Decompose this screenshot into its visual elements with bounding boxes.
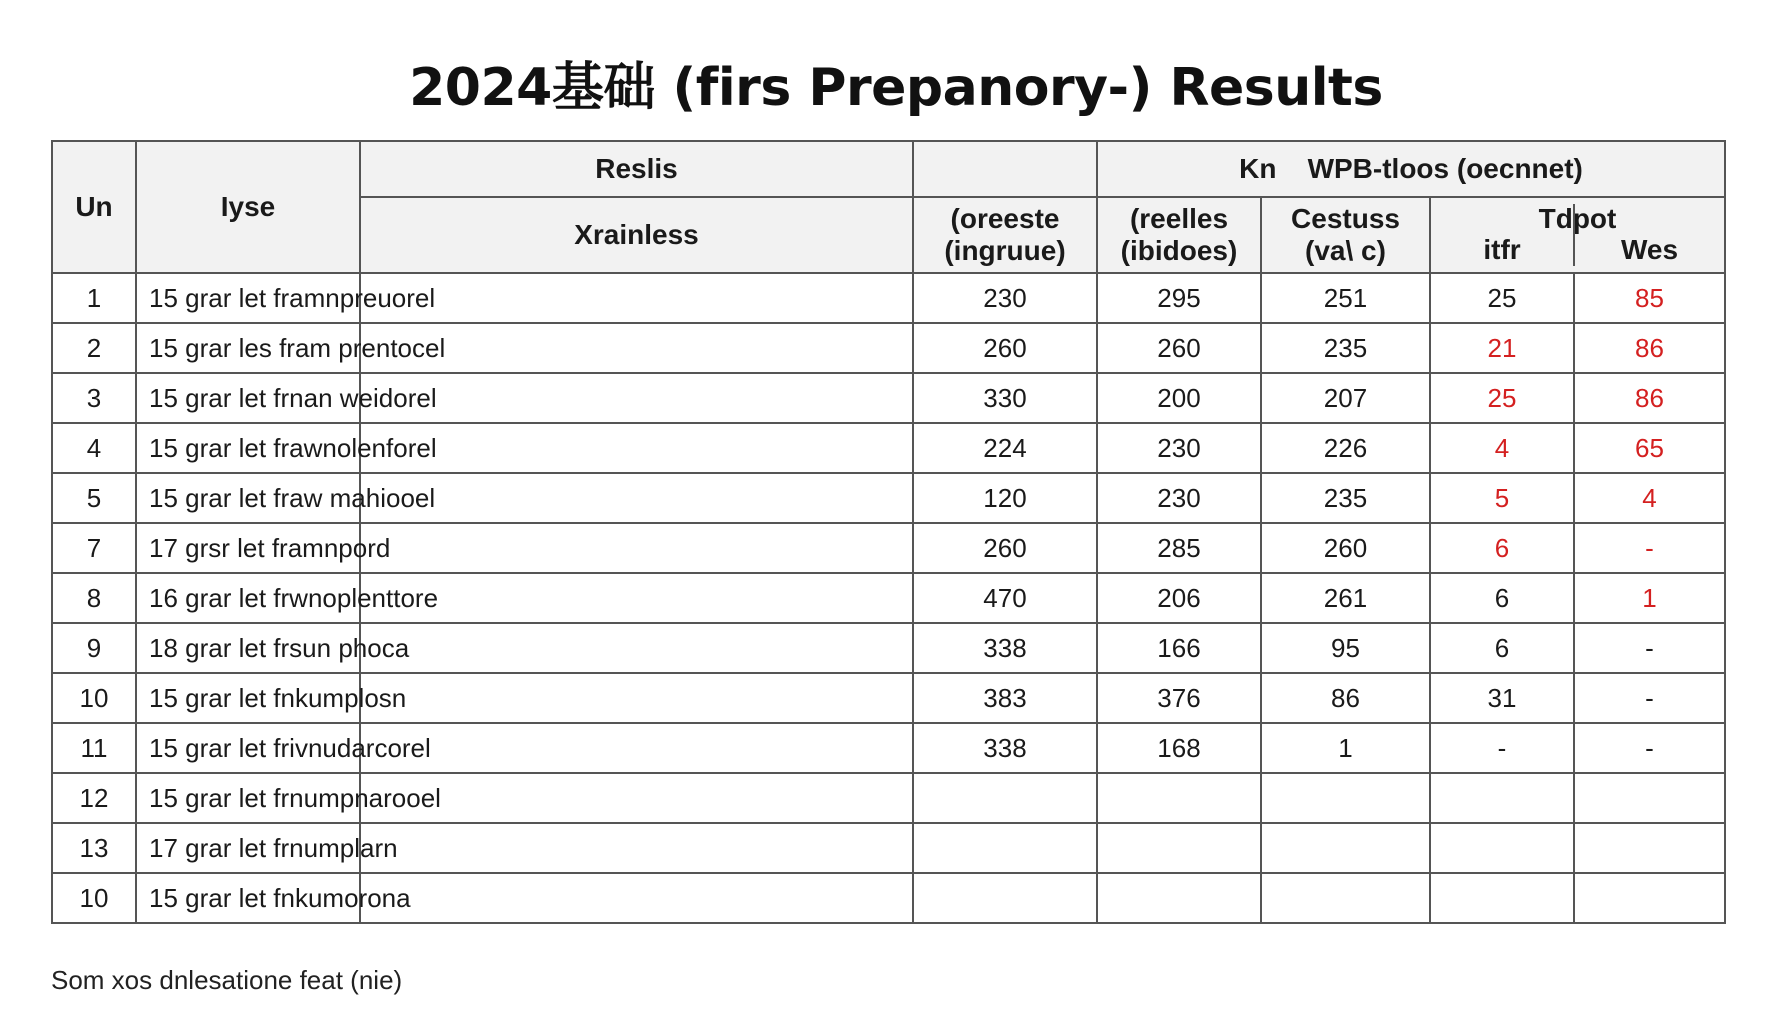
cell-col-e: 65 bbox=[1574, 423, 1725, 473]
cell-results-empty bbox=[360, 273, 913, 323]
cell-col-e: 4 bbox=[1574, 473, 1725, 523]
cell-col-d: 25 bbox=[1430, 273, 1574, 323]
cell-col-c: 235 bbox=[1261, 473, 1430, 523]
cell-results-empty bbox=[360, 873, 913, 923]
table-row bbox=[52, 673, 1725, 723]
header-col-c-line1: Cestuss bbox=[1291, 203, 1400, 234]
cell-un: 13 bbox=[52, 823, 136, 873]
cell-col-c: 95 bbox=[1261, 623, 1430, 673]
cell-un: 4 bbox=[52, 423, 136, 473]
cell-col-b: 260 bbox=[1097, 323, 1261, 373]
cell-col-e: - bbox=[1574, 623, 1725, 673]
cell-results-empty bbox=[360, 573, 913, 623]
header-col-b-line1: (reelles bbox=[1129, 203, 1229, 234]
cell-col-b: 230 bbox=[1097, 423, 1261, 473]
cell-results-empty bbox=[360, 623, 913, 673]
cell-col-e: 85 bbox=[1574, 273, 1725, 323]
table-row bbox=[52, 573, 1725, 623]
cell-un: 9 bbox=[52, 623, 136, 673]
table-row bbox=[52, 473, 1725, 523]
cell-col-e: 1 bbox=[1574, 573, 1725, 623]
header-kn-group-label: Kn WPB-tloos (oecnnet) bbox=[1239, 153, 1583, 184]
cell-col-b: 200 bbox=[1097, 373, 1261, 423]
cell-results-empty bbox=[360, 723, 913, 773]
cell-col-c: 1 bbox=[1261, 723, 1430, 773]
cell-col-a: 470 bbox=[913, 573, 1097, 623]
cell-col-c bbox=[1261, 873, 1430, 923]
header-col-c bbox=[1261, 197, 1430, 273]
cell-col-e bbox=[1574, 823, 1725, 873]
cell-col-b: 285 bbox=[1097, 523, 1261, 573]
page-title: 2024基础 (firs Prepanory-) Results bbox=[409, 58, 1383, 118]
cell-col-e: 86 bbox=[1574, 373, 1725, 423]
cell-results-empty bbox=[360, 473, 913, 523]
table-body bbox=[52, 273, 1725, 923]
table-row bbox=[52, 523, 1725, 573]
cell-un: 8 bbox=[52, 573, 136, 623]
cell-col-b: 295 bbox=[1097, 273, 1261, 323]
cell-col-d: 6 bbox=[1430, 573, 1574, 623]
header-kn-group bbox=[1097, 141, 1725, 197]
cell-col-c bbox=[1261, 823, 1430, 873]
cell-col-d: 21 bbox=[1430, 323, 1574, 373]
cell-col-a bbox=[913, 823, 1097, 873]
cell-un: 3 bbox=[52, 373, 136, 423]
cell-col-c: 207 bbox=[1261, 373, 1430, 423]
cell-col-a: 120 bbox=[913, 473, 1097, 523]
cell-col-a: 224 bbox=[913, 423, 1097, 473]
cell-type: 15 grar let fnkumorona bbox=[136, 873, 360, 923]
cell-results-empty bbox=[360, 773, 913, 823]
header-empty bbox=[913, 141, 1097, 197]
header-tdpot-group bbox=[1430, 197, 1725, 273]
cell-type: 15 grar let fnkumplosn bbox=[136, 673, 360, 723]
cell-col-a: 260 bbox=[913, 323, 1097, 373]
table-row bbox=[52, 723, 1725, 773]
cell-col-e bbox=[1574, 873, 1725, 923]
cell-type: 16 grar let frwnoplenttore bbox=[136, 573, 360, 623]
cell-un: 12 bbox=[52, 773, 136, 823]
cell-type: 17 grar let frnumplarn bbox=[136, 823, 360, 873]
header-col-a-line1: (oreeste bbox=[950, 203, 1060, 234]
cell-col-a: 338 bbox=[913, 623, 1097, 673]
header-col-a bbox=[913, 197, 1097, 273]
cell-col-d: 5 bbox=[1430, 473, 1574, 523]
cell-type: 15 grar les fram prentocel bbox=[136, 323, 360, 373]
header-col-b bbox=[1097, 197, 1261, 273]
table-row bbox=[52, 373, 1725, 423]
table-row bbox=[52, 773, 1725, 823]
cell-col-e: - bbox=[1574, 673, 1725, 723]
cell-col-c: 86 bbox=[1261, 673, 1430, 723]
cell-col-b: 376 bbox=[1097, 673, 1261, 723]
cell-results-empty bbox=[360, 423, 913, 473]
table-row bbox=[52, 623, 1725, 673]
header-results-sub: Xrainless bbox=[360, 197, 913, 273]
cell-col-e: - bbox=[1574, 523, 1725, 573]
header-col-c-line2: (va\ c) bbox=[1305, 235, 1386, 266]
cell-col-d: - bbox=[1430, 723, 1574, 773]
cell-results-empty bbox=[360, 823, 913, 873]
cell-col-d: 25 bbox=[1430, 373, 1574, 423]
cell-col-c: 260 bbox=[1261, 523, 1430, 573]
footnote: Som xos dnlesatione feat (nie) bbox=[51, 965, 403, 995]
header-col-d: itfr bbox=[1483, 234, 1521, 265]
table-row bbox=[52, 323, 1725, 373]
cell-col-b: 168 bbox=[1097, 723, 1261, 773]
cell-col-e: 86 bbox=[1574, 323, 1725, 373]
cell-col-d bbox=[1430, 823, 1574, 873]
cell-type: 17 grsr let framnpord bbox=[136, 523, 360, 573]
cell-un: 10 bbox=[52, 673, 136, 723]
cell-type: 15 grar let fraw mahiooel bbox=[136, 473, 360, 523]
cell-type: 18 grar let frsun phoca bbox=[136, 623, 360, 673]
cell-type: 15 grar let frivnudarcorel bbox=[136, 723, 360, 773]
cell-col-b bbox=[1097, 773, 1261, 823]
cell-results-empty bbox=[360, 373, 913, 423]
cell-col-a bbox=[913, 873, 1097, 923]
cell-col-b: 230 bbox=[1097, 473, 1261, 523]
cell-col-c: 251 bbox=[1261, 273, 1430, 323]
cell-col-b bbox=[1097, 873, 1261, 923]
table-header bbox=[52, 141, 1725, 273]
header-tdpot: Tdpot bbox=[1538, 203, 1617, 234]
cell-type: 15 grar let frnan weidorel bbox=[136, 373, 360, 423]
cell-col-b bbox=[1097, 823, 1261, 873]
cell-un: 2 bbox=[52, 323, 136, 373]
cell-results-empty bbox=[360, 673, 913, 723]
cell-un: 5 bbox=[52, 473, 136, 523]
cell-results-empty bbox=[360, 523, 913, 573]
cell-col-a: 338 bbox=[913, 723, 1097, 773]
cell-col-d: 6 bbox=[1430, 623, 1574, 673]
cell-col-d: 4 bbox=[1430, 423, 1574, 473]
cell-col-c bbox=[1261, 773, 1430, 823]
header-col-e: Wes bbox=[1573, 204, 1724, 266]
table-row bbox=[52, 423, 1725, 473]
cell-col-c: 226 bbox=[1261, 423, 1430, 473]
cell-un: 1 bbox=[52, 273, 136, 323]
cell-col-a: 383 bbox=[913, 673, 1097, 723]
cell-col-c: 261 bbox=[1261, 573, 1430, 623]
table-row bbox=[52, 823, 1725, 873]
cell-un: 7 bbox=[52, 523, 136, 573]
cell-col-d: 31 bbox=[1430, 673, 1574, 723]
header-col-b-line2: (ibidoes) bbox=[1120, 235, 1238, 266]
table-row bbox=[52, 873, 1725, 923]
table-row bbox=[52, 273, 1725, 323]
header-type: Iyse bbox=[136, 141, 360, 273]
results-table bbox=[51, 140, 1726, 924]
cell-col-a: 230 bbox=[913, 273, 1097, 323]
cell-col-b: 166 bbox=[1097, 623, 1261, 673]
cell-type: 15 grar let framnpreuorel bbox=[136, 273, 360, 323]
cell-col-c: 235 bbox=[1261, 323, 1430, 373]
cell-col-d bbox=[1430, 873, 1574, 923]
cell-col-e: - bbox=[1574, 723, 1725, 773]
cell-col-a bbox=[913, 773, 1097, 823]
cell-un: 11 bbox=[52, 723, 136, 773]
header-un: Un bbox=[52, 141, 136, 273]
cell-type: 15 grar let frnumpnarooel bbox=[136, 773, 360, 823]
header-results-group: Reslis bbox=[360, 141, 913, 197]
cell-col-b: 206 bbox=[1097, 573, 1261, 623]
cell-col-a: 330 bbox=[913, 373, 1097, 423]
cell-col-e bbox=[1574, 773, 1725, 823]
cell-type: 15 grar let frawnolenforel bbox=[136, 423, 360, 473]
cell-col-a: 260 bbox=[913, 523, 1097, 573]
cell-col-d bbox=[1430, 773, 1574, 823]
cell-un: 10 bbox=[52, 873, 136, 923]
header-col-a-line2: (ingruue) bbox=[944, 235, 1066, 266]
cell-col-d: 6 bbox=[1430, 523, 1574, 573]
